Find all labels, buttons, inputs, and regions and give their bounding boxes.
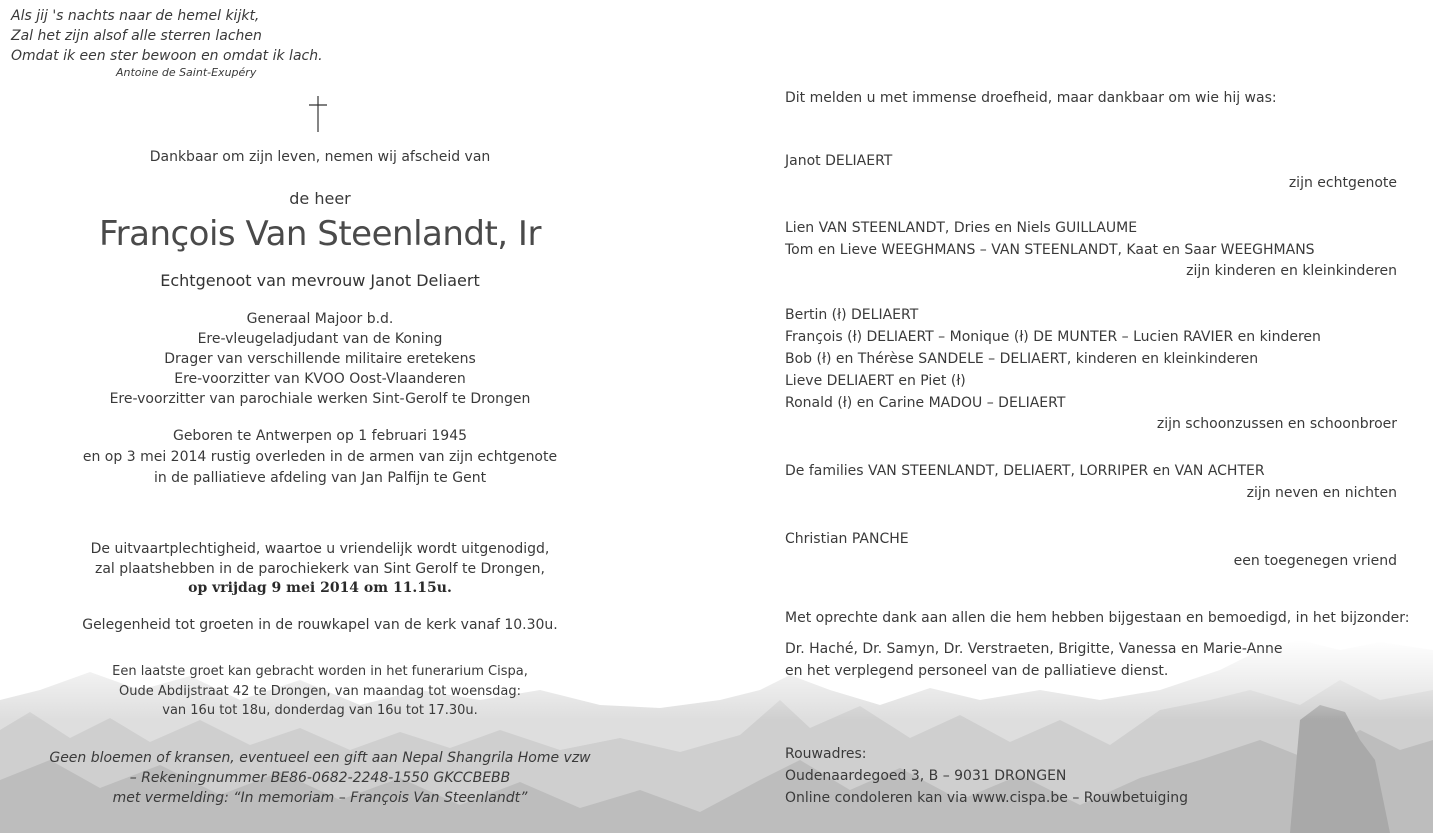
titles-list <box>0 309 640 409</box>
salutation: de heer <box>289 189 351 208</box>
funeral-line: De uitvaartplechtigheid, waartoe u vriendelijk wordt uitgenodigd, <box>90 541 550 557</box>
address-street: Oudenaardegoed 3, B – 9031 DRONGEN <box>785 768 1067 784</box>
announcement-text: Dit melden u met immense droefheid, maar dankbaar om wie hij was: <box>785 90 1277 106</box>
mourning-address <box>785 743 1188 809</box>
thanks-line: Dr. Haché, Dr. Samyn, Dr. Verstraeten, Brigitte, Vanessa en Marie-Anne <box>785 641 1283 657</box>
right-panel <box>785 0 1410 833</box>
address-label: Rouwadres: <box>785 746 867 762</box>
funeral-date: op vrijdag 9 mei 2014 om 11.15u. <box>188 580 452 596</box>
greeting-info: Gelegenheid tot groeten in de rouwkapel van de kerk vanaf 10.30u. <box>82 617 558 633</box>
visitation-line: Oude Abdijstraat 42 te Drongen, van maandag tot woensdag: <box>119 683 521 699</box>
funeral-info <box>0 540 640 599</box>
family-name: Bertin (ł) DELIAERT <box>785 307 919 323</box>
family-name: Janot DELIAERT <box>785 153 893 169</box>
left-panel <box>0 0 640 833</box>
donation-line: met vermelding: “In memoriam – François Van Steenlandt” <box>112 790 528 806</box>
family-name: De families VAN STEENLANDT, DELIAERT, LORRIPER en VAN ACHTER <box>785 463 1265 479</box>
family-name: François (ł) DELIAERT – Monique (ł) DE MUNTER – Lucien RAVIER en kinderen <box>785 329 1321 345</box>
death-place-line: in de palliatieve afdeling van Jan Palfijn te Gent <box>153 470 487 486</box>
family-group-in-laws <box>785 304 1321 414</box>
condolence-link-text: Online condoleren kan via www.cispa.be – Rouwbetuiging <box>785 790 1189 806</box>
family-name: Lieve DELIAERT en Piet (ł) <box>785 373 966 389</box>
family-relation: zijn echtgenote <box>1288 175 1397 191</box>
latin-cross-icon <box>308 96 328 132</box>
visitation-line: van 16u tot 18u, donderdag van 16u tot 17.30u. <box>162 703 478 718</box>
birth-death-info <box>0 426 640 489</box>
title-item: Ere-vleugeladjudant van de Koning <box>197 331 443 347</box>
intro-text: Dankbaar om zijn leven, nemen wij afscheid van <box>149 149 491 165</box>
thanks-intro: Met oprechte dank aan allen die hem hebben bijgestaan en bemoedigd, in het bijzonder: <box>785 610 1410 626</box>
donation-line: – Rekeningnummer BE86-0682-2248-1550 GKCCBEBB <box>129 770 511 786</box>
thanks-list <box>785 638 1283 682</box>
visitation-line: Een laatste groet kan gebracht worden in het funerarium Cispa, <box>112 664 528 679</box>
family-relation: zijn neven en nichten <box>1246 485 1397 501</box>
poem-line: Zal het zijn alsof alle sterren lachen <box>11 28 262 44</box>
thanks-line: en het verplegend personeel van de palliatieve dienst. <box>785 663 1169 679</box>
family-name: Ronald (ł) en Carine MADOU – DELIAERT <box>785 395 1066 411</box>
donation-line: Geen bloemen of kransen, eventueel een gift aan Nepal Shangrila Home vzw <box>49 750 591 766</box>
death-line: en op 3 mei 2014 rustig overleden in de armen van zijn echtgenote <box>82 449 558 465</box>
deceased-name: François Van Steenlandt, Ir <box>99 214 541 254</box>
funeral-line: zal plaatshebben in de parochiekerk van Sint Gerolf te Drongen, <box>95 560 545 577</box>
family-name: Tom en Lieve WEEGHMANS – VAN STEENLANDT, Kaat en Saar WEEGHMANS <box>785 242 1315 258</box>
family-group-children <box>785 217 1315 261</box>
birth-line: Geboren te Antwerpen op 1 februari 1945 <box>172 428 468 444</box>
poem-line: Als jij 's nachts naar de hemel kijkt, <box>11 8 260 24</box>
title-item: Ere-voorzitter van KVOO Oost-Vlaanderen <box>174 371 466 387</box>
poem <box>11 6 323 66</box>
family-relation: zijn schoonzussen en schoonbroer <box>1156 416 1397 432</box>
family-name: Lien VAN STEENLANDT, Dries en Niels GUILLAUME <box>785 220 1138 236</box>
family-name: Bob (ł) en Thérèse SANDELE – DELIAERT, kinderen en kleinkinderen <box>785 351 1259 367</box>
donation-info <box>0 748 640 808</box>
family-relation: zijn kinderen en kleinkinderen <box>1186 263 1397 279</box>
poem-author: Antoine de Saint-Exupéry <box>116 66 257 79</box>
spouse-line: Echtgenoot van mevrouw Janot Deliaert <box>160 271 480 290</box>
visitation-info <box>0 662 640 721</box>
poem-line: Omdat ik een ster bewoon en omdat ik lach. <box>11 48 323 64</box>
family-name: Christian PANCHE <box>785 531 909 547</box>
family-relation: een toegenegen vriend <box>1233 553 1397 569</box>
title-item: Drager van verschillende militaire eretekens <box>164 351 476 367</box>
title-item: Ere-voorzitter van parochiale werken Sint-Gerolf te Drongen <box>109 391 531 407</box>
title-item: Generaal Majoor b.d. <box>246 311 394 327</box>
